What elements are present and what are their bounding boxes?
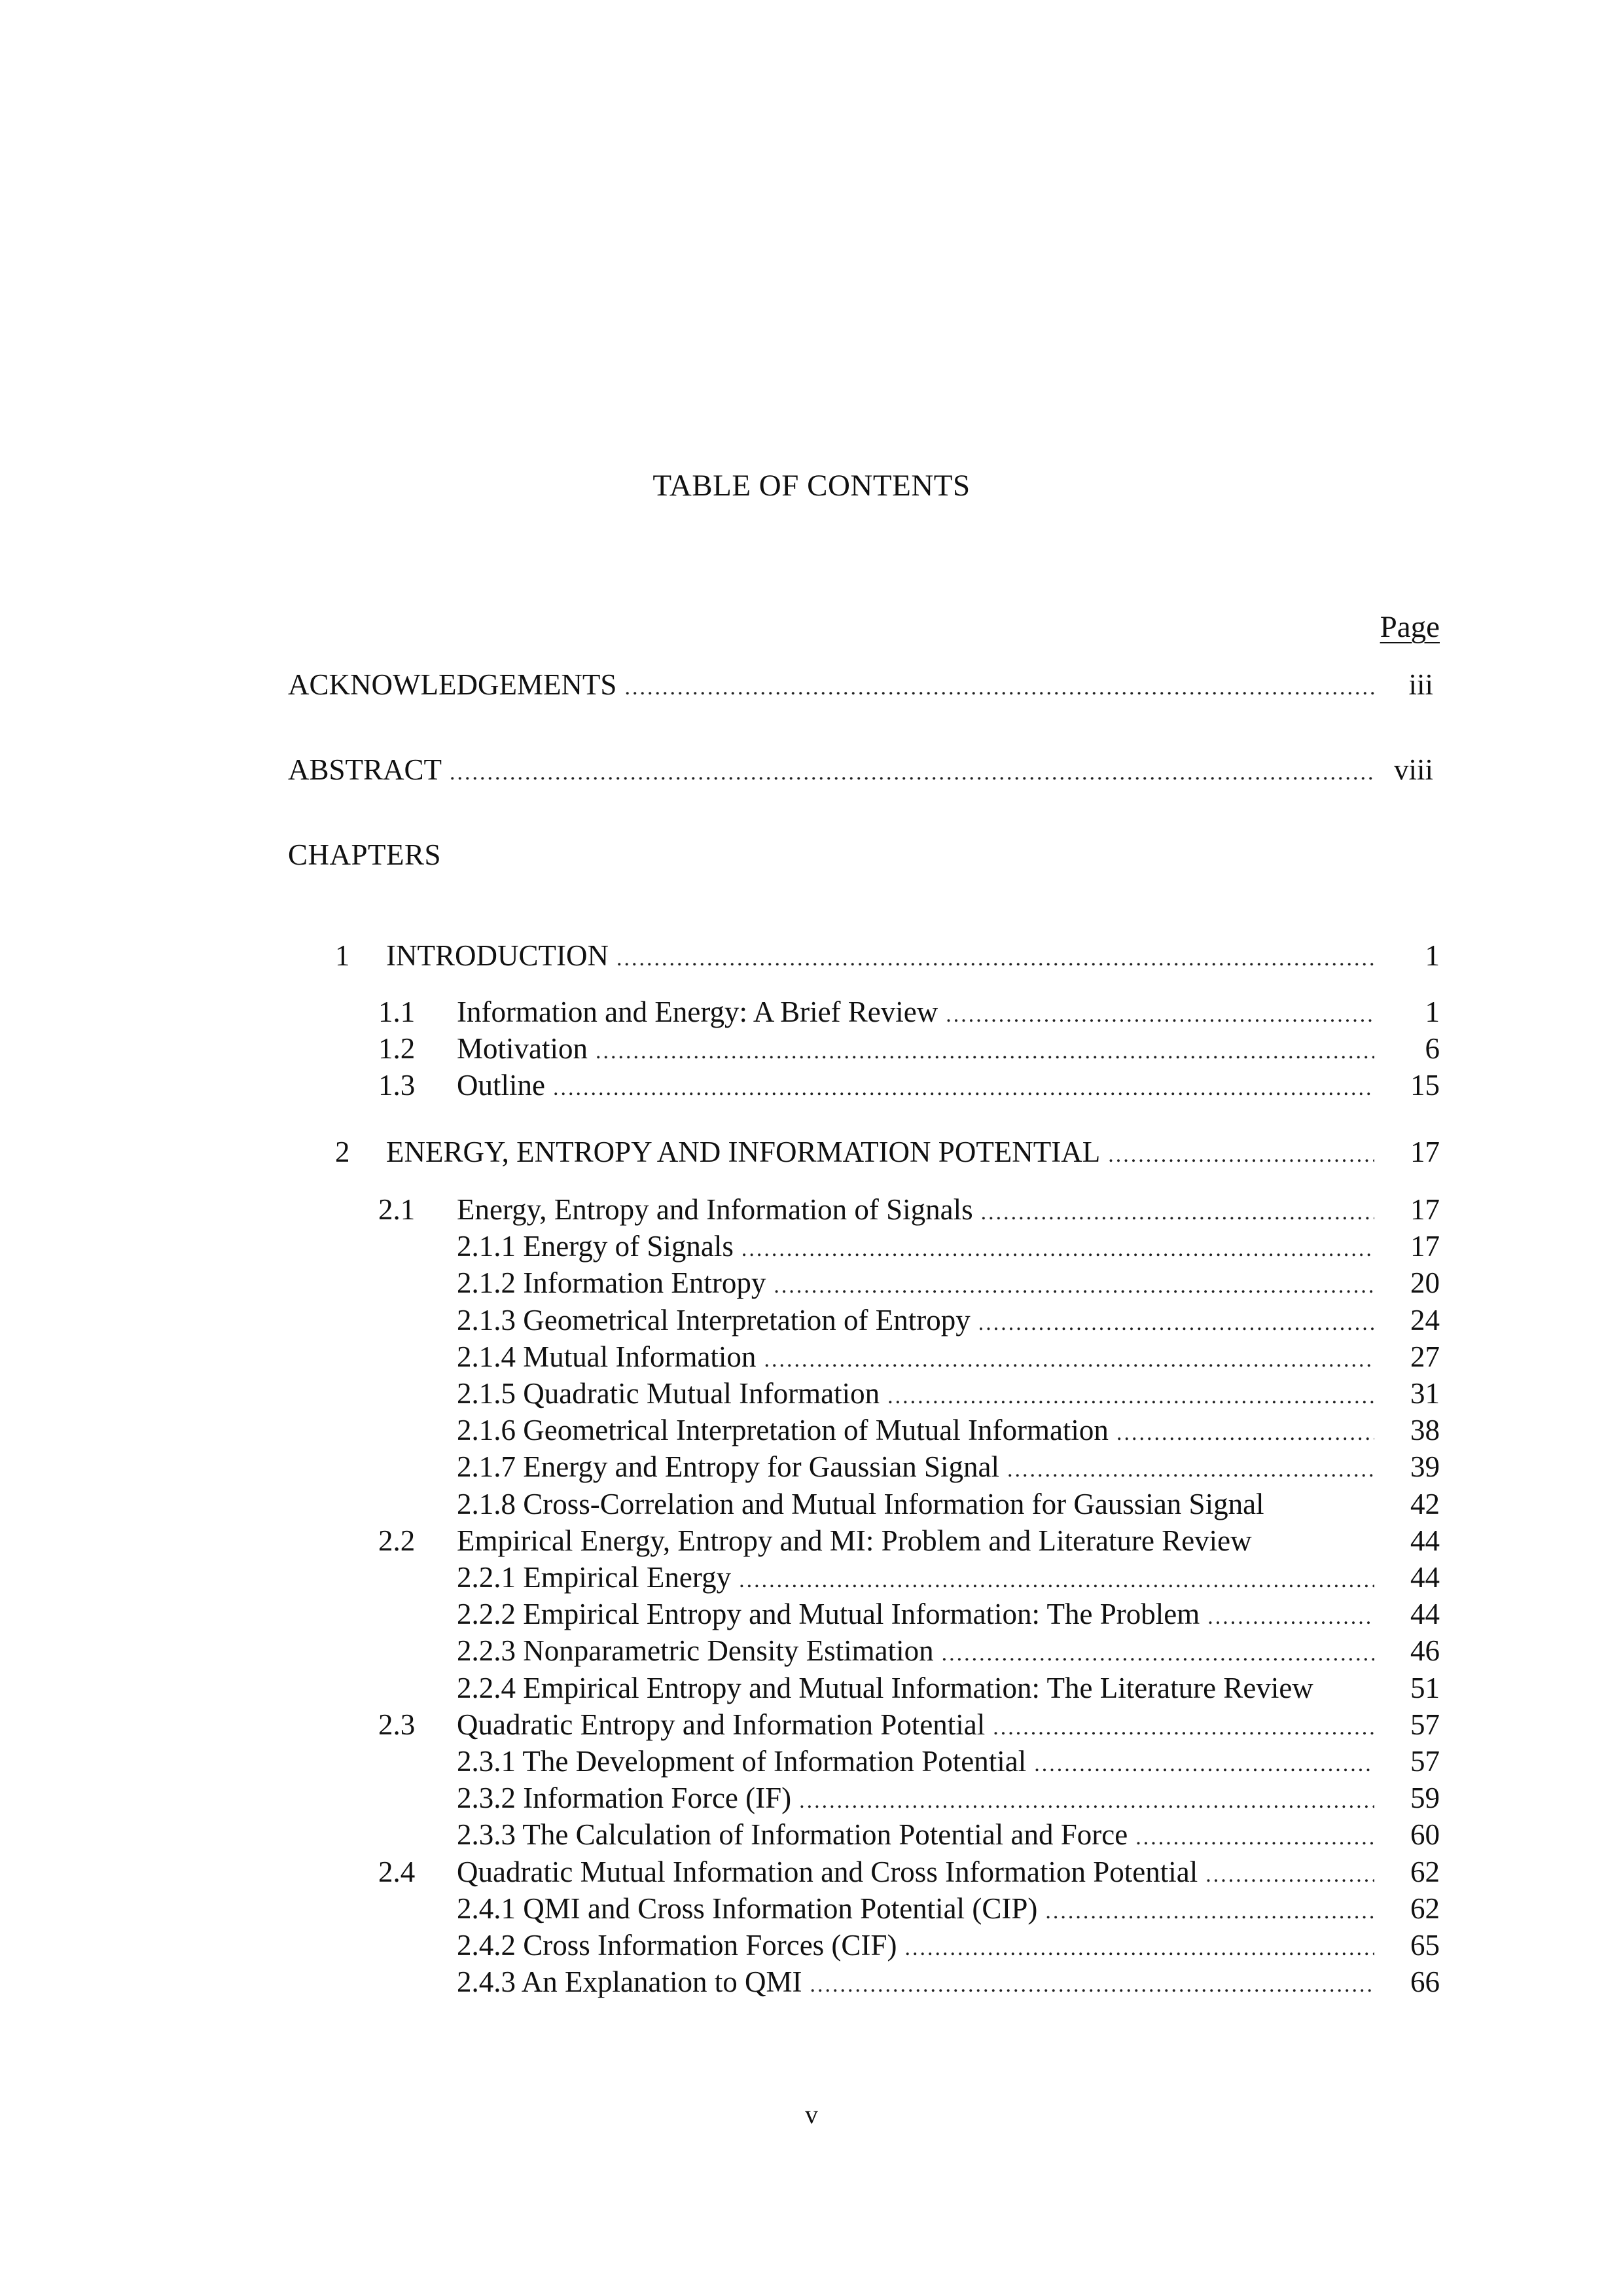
toc-entry-page: 17 [1410,1193,1440,1226]
dot-leader [942,1636,1374,1672]
toc-entry[interactable] [457,1927,1440,1964]
toc-entry[interactable] [457,1890,1440,1927]
dot-leader [596,1033,1374,1070]
toc-entry-page: 17 [1410,1230,1440,1263]
toc-entry-page: 24 [1410,1304,1440,1336]
dot-leader [450,755,1374,791]
section-number: 2.1 [378,1193,416,1226]
toc-entry-label: 2.2.4 Empirical Entropy and Mutual Information: The Literature Review [457,1672,1313,1704]
dot-leader [1007,1452,1374,1488]
toc-entry-page: 44 [1410,1561,1440,1594]
toc-entry-page: 57 [1410,1708,1440,1741]
toc-entry[interactable] [457,1780,1440,1816]
dot-leader [553,1070,1374,1107]
toc-entry[interactable] [457,1412,1440,1448]
dot-leader [904,1930,1374,1967]
toc-entry-label: 2.1.7 Energy and Entropy for Gaussian Signal [457,1450,1000,1483]
toc-entry[interactable] [378,1030,1440,1067]
toc-entry-page: 62 [1410,1856,1440,1888]
toc-entry-label: 2.1.3 Geometrical Interpretation of Entropy [457,1304,971,1336]
toc-entry-label: ENERGY, ENTROPY AND INFORMATION POTENTIAL [386,1136,1101,1168]
dot-leader [741,1231,1374,1268]
toc-entry[interactable] [378,994,1440,1030]
toc-entry-label: 2.1.8 Cross-Correlation and Mutual Information for Gaussian Signal [457,1488,1264,1520]
toc-entry-label: Outline [457,1069,545,1102]
toc-entry-label: 2.3.3 The Calculation of Information Potential and Force [457,1818,1128,1851]
toc-entry[interactable] [378,1854,1440,1890]
chapter-number: 1 [335,939,350,972]
toc-entry[interactable] [457,1486,1440,1522]
toc-entry-label: Motivation [457,1032,588,1065]
dot-leader [624,670,1374,706]
dot-leader [616,941,1374,977]
toc-entry-page: 65 [1410,1929,1440,1962]
toc-entry-page: 20 [1410,1266,1440,1299]
section-number: 1.3 [378,1069,416,1102]
toc-entry[interactable] [378,1522,1440,1559]
toc-entry[interactable] [457,1338,1440,1375]
toc-entry-chapter-1[interactable] [335,937,1440,974]
toc-entry-page: 42 [1410,1488,1440,1520]
dot-leader [978,1305,1374,1342]
toc-entry-label: Energy, Entropy and Information of Signals [457,1193,973,1226]
toc-entry[interactable] [457,1596,1440,1632]
section-number: 2.4 [378,1856,416,1888]
dot-leader [981,1194,1374,1231]
dot-leader [739,1562,1374,1599]
section-number: 1.2 [378,1032,416,1065]
toc-entry-page: 31 [1410,1377,1440,1410]
chapters-heading: CHAPTERS [288,838,442,871]
dot-leader [799,1783,1374,1820]
toc-entry-page: 1 [1425,939,1440,972]
toc-entry[interactable] [457,1632,1440,1669]
toc-entry[interactable] [378,1191,1440,1228]
section-number: 2.2 [378,1524,416,1557]
toc-entry-page: 44 [1410,1524,1440,1557]
dot-leader [1116,1415,1374,1452]
toc-entry-page: 15 [1410,1069,1440,1102]
dot-leader [1108,1137,1374,1174]
toc-entry-label: 2.2.3 Nonparametric Density Estimation [457,1634,934,1667]
toc-entry[interactable] [457,1228,1440,1265]
toc-entry-label: 2.2.1 Empirical Energy [457,1561,732,1594]
section-number: 1.1 [378,996,416,1028]
toc-entry-label: 2.2.2 Empirical Entropy and Mutual Information: The Problem [457,1598,1200,1630]
chapter-number: 2 [335,1136,350,1168]
toc-entry-label: 2.1.5 Quadratic Mutual Information [457,1377,880,1410]
dot-leader [810,1967,1374,2003]
toc-entry-page: 1 [1425,996,1440,1028]
page-column-header: Page [1380,610,1440,644]
toc-entry-page: 51 [1410,1672,1440,1704]
toc-entry-label: INTRODUCTION [386,939,609,972]
toc-entry[interactable] [378,1706,1440,1743]
toc-entry[interactable] [457,1670,1440,1706]
dot-leader [1207,1599,1374,1636]
toc-entry[interactable] [457,1559,1440,1596]
toc-entry[interactable] [457,1302,1440,1338]
page-title: TABLE OF CONTENTS [652,469,971,503]
toc-entry-page: 44 [1410,1598,1440,1630]
toc-entry-page: iii [1408,668,1433,701]
toc-entry-page: 62 [1410,1892,1440,1925]
toc-entry-label: 2.1.2 Information Entropy [457,1266,766,1299]
toc-entry-label: 2.4.2 Cross Information Forces (CIF) [457,1929,897,1962]
toc-entry[interactable] [457,1964,1440,2000]
dot-leader [993,1710,1374,1746]
dot-leader [1205,1857,1374,1893]
page-number: v [805,2100,818,2129]
toc-entry-page: 38 [1410,1414,1440,1446]
dot-leader [774,1268,1374,1304]
dot-leader [1045,1893,1374,1930]
toc-entry-page: 17 [1410,1136,1440,1168]
toc-entry-page: 39 [1410,1450,1440,1483]
toc-entry-label: 2.1.1 Energy of Signals [457,1230,734,1263]
toc-entry-page: 27 [1410,1340,1440,1373]
toc-entry-page: viii [1393,753,1433,786]
toc-entry-label: 2.3.2 Information Force (IF) [457,1782,792,1814]
toc-entry[interactable] [457,1816,1440,1853]
dot-leader [946,997,1374,1033]
toc-entry-label: Information and Energy: A Brief Review [457,996,938,1028]
toc-entry-page: 6 [1425,1032,1440,1065]
toc-entry-label: ACKNOWLEDGEMENTS [288,668,617,701]
toc-entry-chapter-2[interactable] [335,1134,1440,1170]
toc-entry[interactable] [457,1265,1440,1301]
toc-entry[interactable] [457,1743,1440,1780]
dot-leader [887,1378,1374,1415]
toc-entry-page: 60 [1410,1818,1440,1851]
toc-entry-label: 2.1.6 Geometrical Interpretation of Mutual Information [457,1414,1109,1446]
toc-entry-label: 2.1.4 Mutual Information [457,1340,757,1373]
toc-entry-page: 59 [1410,1782,1440,1814]
toc-entry[interactable] [378,1067,1440,1103]
section-number: 2.3 [378,1708,416,1741]
dot-leader [1034,1746,1374,1783]
toc-entry-label: 2.4.1 QMI and Cross Information Potential (CIP) [457,1892,1038,1925]
dot-leader [764,1342,1374,1378]
toc-entry-label: 2.3.1 The Development of Information Potential [457,1745,1027,1778]
toc-entry-acknowledgements[interactable] [288,666,1440,703]
toc-entry-label: 2.4.3 An Explanation to QMI [457,1965,802,1998]
toc-entry[interactable] [457,1375,1440,1412]
dot-leader [1135,1820,1374,1856]
toc-entry-abstract[interactable] [288,751,1440,788]
toc-entry-label: ABSTRACT [288,753,442,786]
toc-entry-page: 66 [1410,1965,1440,1998]
toc-entry-page: 57 [1410,1745,1440,1778]
toc-entry[interactable] [457,1448,1440,1485]
toc-entry-label: Quadratic Entropy and Information Potential [457,1708,986,1741]
toc-entry-label: Empirical Energy, Entropy and MI: Problem and Literature Review [457,1524,1252,1557]
toc-entry-page: 46 [1410,1634,1440,1667]
toc-entry-label: Quadratic Mutual Information and Cross Information Potential [457,1856,1198,1888]
